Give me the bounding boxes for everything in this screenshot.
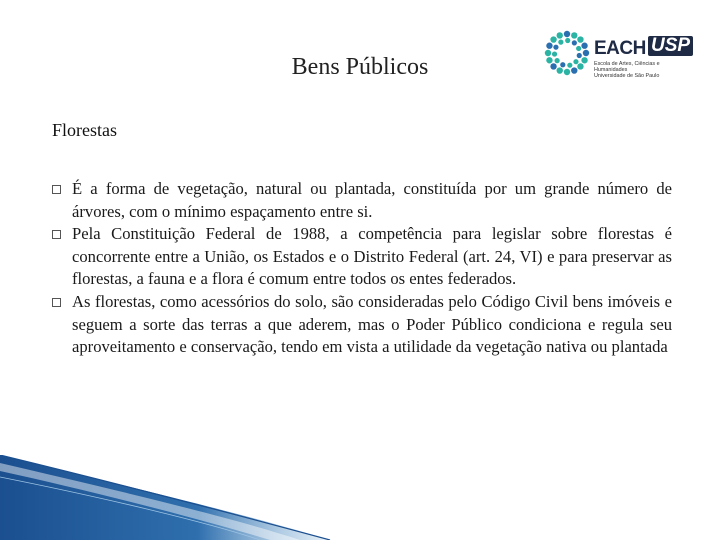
logo-dot — [545, 50, 551, 56]
logo-subtitle-line: Escola de Artes, Ciências e Humanidades — [594, 61, 660, 73]
logo-dot — [565, 38, 570, 43]
logo-name: EACH — [594, 38, 646, 59]
bullet-text: As florestas, como acessórios do solo, são consideradas pelo Código Civil bens imóveis e seguem a sorte das terras a que aderem, mas o Poder Público condiciona e regula seu aproveitamento e conservação, tendo em vista a utilidade da vegetação nativa ou plantada — [72, 291, 672, 357]
square-bullet-icon — [52, 298, 61, 307]
logo-dot — [555, 58, 560, 63]
each-usp-logo — [544, 28, 694, 84]
bullet-item — [52, 223, 672, 291]
logo-dot — [581, 43, 587, 49]
logo-dot — [581, 57, 587, 63]
logo-dot — [567, 63, 572, 68]
logo-dot — [550, 63, 556, 69]
logo-subtitle-line: Universidade de São Paulo — [594, 73, 660, 79]
logo-dot — [583, 50, 589, 56]
logo-dot — [577, 63, 583, 69]
logo-dot — [546, 57, 552, 63]
logo-dot — [546, 43, 552, 49]
bullet-text: É a forma de vegetação, natural ou plantada, constituída por um grande número de árvores, com o mínimo espaçamento entre si. — [72, 179, 672, 221]
logo-dot — [552, 51, 557, 56]
square-bullet-icon — [52, 185, 61, 194]
logo-dot — [557, 67, 563, 73]
logo-dot — [557, 32, 563, 38]
slide-title: Bens Públicos — [291, 54, 429, 80]
bullet-item — [52, 291, 672, 359]
logo-dot — [577, 36, 583, 42]
logo-dot — [560, 62, 565, 67]
section-heading: Florestas — [52, 120, 117, 140]
logo-dot — [550, 36, 556, 42]
bullet-item — [52, 178, 672, 223]
logo-dot — [571, 32, 577, 38]
logo-dot — [577, 53, 582, 58]
decorative-wave-graphic — [0, 455, 720, 540]
logo-dot — [571, 67, 577, 73]
logo-dot — [573, 59, 578, 64]
logo-subtitle — [594, 61, 686, 79]
logo-usp: USP — [648, 36, 693, 56]
logo-mark-icon — [544, 30, 590, 76]
logo-dot — [564, 31, 570, 37]
square-bullet-icon — [52, 230, 61, 239]
logo-dot — [558, 40, 563, 45]
logo-dot — [564, 69, 570, 75]
logo-dot — [572, 40, 577, 45]
logo-dot — [576, 46, 581, 51]
bullet-text: Pela Constituição Federal de 1988, a competência para legislar sobre florestas é concorrente entre a União, os Estados e o Distrito Federal (art. 24, VI) e para preservar as florestas, a fauna e a flora é comum entre todos os entes federados. — [72, 224, 672, 289]
logo-dot — [553, 45, 558, 50]
bullet-list — [52, 178, 672, 359]
